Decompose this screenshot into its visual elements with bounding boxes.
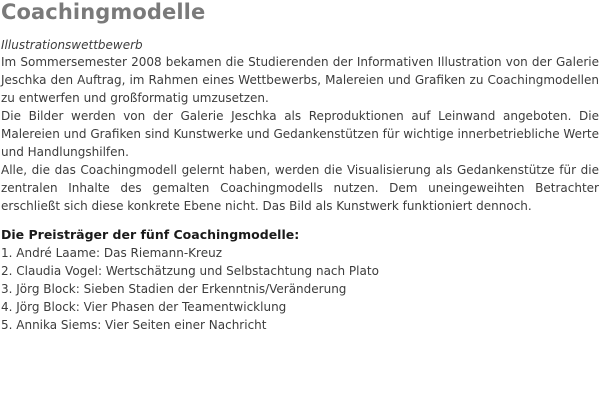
paragraph-intro: Im Sommersemester 2008 bekamen die Studierenden der Informativen Illustration von der Galerie Jeschka den Auftrag, im Rahmen eines Wettbewerbs, Malereien und Grafiken zu Coachingmodellen zu entwerfen und großformatig umzusetzen. [1, 55, 599, 105]
page-title: Coachingmodelle [1, 0, 206, 24]
paragraph-reproductions: Die Bilder werden von der Galerie Jeschka als Reproduktionen auf Leinwand angeboten. Die Malereien und Grafiken sind Kunstwerke und Gedankenstützen für wichtige innerbetriebliche Werte und Handlungshilfen. [1, 109, 599, 159]
list-item: 1. André Laame: Das Riemann-Kreuz [1, 246, 223, 260]
list-item: 2. Claudia Vogel: Wertschätzung und Selbstachtung nach Plato [1, 264, 379, 278]
list-item: 5. Annika Siems: Vier Seiten einer Nachricht [1, 318, 267, 332]
paragraph-visualisation: Alle, die das Coachingmodell gelernt haben, werden die Visualisierung als Gedankenstütze für die zentralen Inhalte des gemalten Coachingmodells nutzen. Dem uneingeweihten Betrachter erschließt sich diese konkrete Ebene nicht. Das Bild als Kunstwerk funktioniert dennoch. [1, 163, 599, 213]
list-item: 4. Jörg Block: Vier Phasen der Teamentwicklung [1, 300, 287, 314]
winners-heading: Die Preisträger der fünf Coachingmodelle: [1, 227, 300, 242]
list-item: 3. Jörg Block: Sieben Stadien der Erkenntnis/Veränderung [1, 282, 347, 296]
subtitle: Illustrationswettbewerb [1, 38, 143, 52]
winners-list [1, 244, 599, 334]
